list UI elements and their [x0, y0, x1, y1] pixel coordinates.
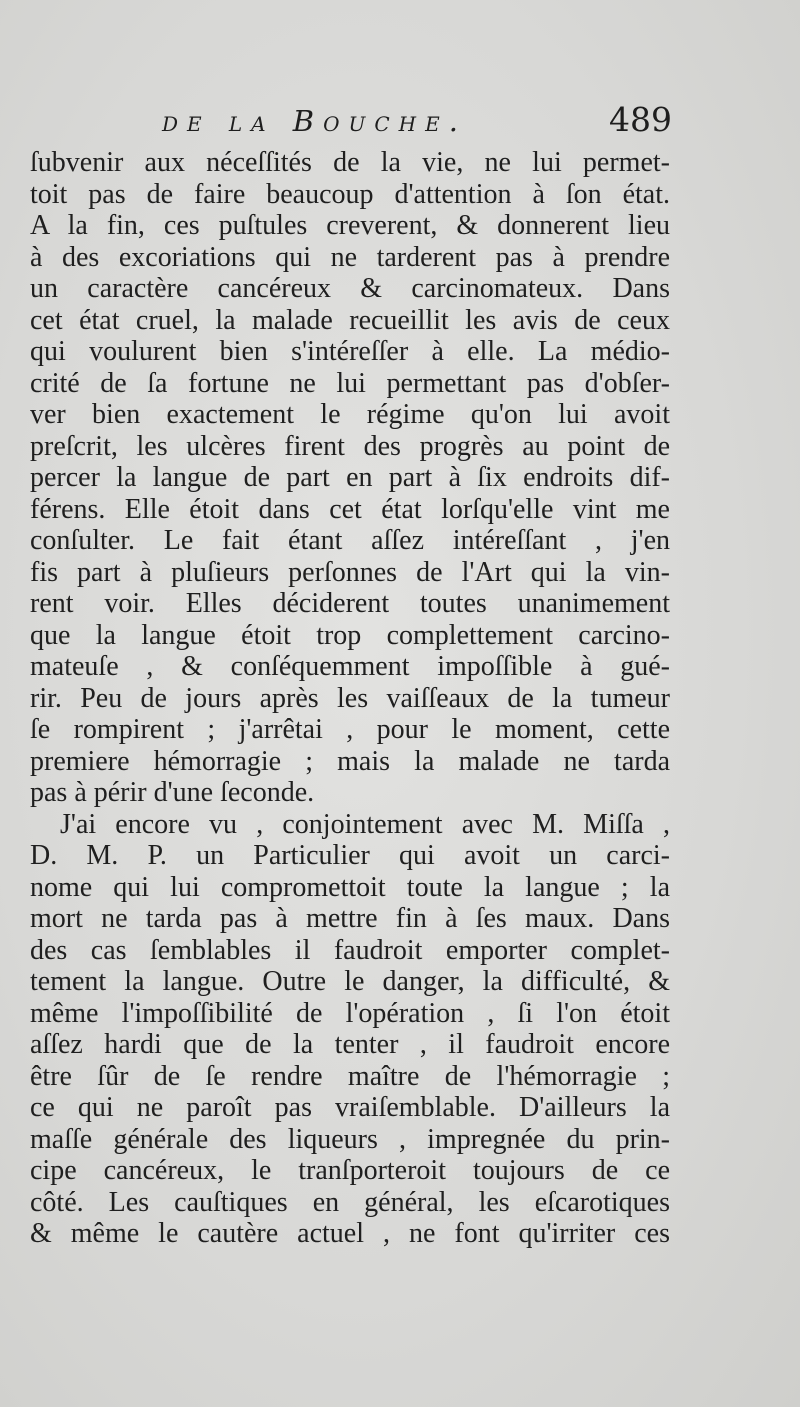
text-line: mateuſe , & conſéquemment impoſſible à gué- — [30, 651, 670, 682]
text-line: J'ai encore vu , conjointement avec M. Miſſa , — [60, 808, 670, 840]
text-line: à des excoriations qui ne tarderent pas à prendre — [30, 241, 670, 273]
text-line: aſſez hardi que de la tenter , il faudroit encore — [30, 1029, 670, 1060]
text-line: fis part à pluſieurs perſonnes de l'Art qui la vin- — [30, 556, 670, 588]
text-line: un caractère cancéreux & carcinomateux. Dans — [30, 273, 670, 304]
text-line: ſe rompirent ; j'arrêtai , pour le moment, cette — [30, 714, 670, 745]
text-line: férens. Elle étoit dans cet état lorſqu'elle vint me — [30, 493, 670, 525]
text-line: rir. Peu de jours après les vaiſſeaux de la tumeur — [30, 682, 670, 714]
text-line: qui voulurent bien s'intéreſſer à elle. La médio- — [30, 336, 670, 367]
text-line: preſcrit, les ulcères firent des progrès au point de — [30, 430, 670, 462]
text-line: D. M. P. un Particulier qui avoit un carci- — [30, 840, 670, 871]
text-line: A la fin, ces puſtules creverent, & donnerent lieu — [30, 210, 670, 241]
text-line: cet état cruel, la malade recueillit les avis de ceux — [30, 304, 670, 336]
text-line: ce qui ne paroît pas vraiſemblable. D'ailleurs la — [30, 1092, 670, 1123]
text-line: nome qui lui compromettoit toute la langue ; la — [30, 871, 670, 903]
text-line: côté. Les cauſtiques en général, les eſcarotiques — [30, 1186, 670, 1218]
text-line: & même le cautère actuel , ne font qu'irriter ces — [30, 1218, 670, 1249]
text-line: rent voir. Elles déciderent toutes unanimement — [30, 588, 670, 619]
text-line: premiere hémorragie ; mais la malade ne tarda — [30, 745, 670, 777]
text-line: des cas ſemblables il faudroit emporter complet- — [30, 934, 670, 966]
text-line: être ſûr de ſe rendre maître de l'hémorragie ; — [30, 1060, 670, 1092]
page-header — [162, 100, 672, 150]
text-line: tement la langue. Outre le danger, la difficulté, & — [30, 966, 670, 997]
text-line: conſulter. Le fait étant aſſez intéreſſant , j'en — [30, 525, 670, 556]
text-line: mort ne tarda pas à mettre fin à ſes maux. Dans — [30, 903, 670, 934]
running-title: de la Bouche. — [162, 104, 467, 138]
text-line: percer la langue de part en part à ſix endroits dif- — [30, 462, 670, 493]
page-number: 489 — [609, 100, 672, 139]
text-line: ver bien exactement le régime qu'on lui avoit — [30, 399, 670, 430]
text-line: ſubvenir aux néceſſités de la vie, ne lui permet- — [30, 147, 670, 178]
text-line: crité de ſa fortune ne lui permettant pas d'obſer- — [30, 367, 670, 399]
text-line: toit pas de faire beaucoup d'attention à ſon état. — [30, 178, 670, 210]
body-text — [30, 147, 670, 1250]
text-line: cipe cancéreux, le tranſporteroit toujours de ce — [30, 1155, 670, 1186]
text-line: pas à périr d'une ſeconde. — [30, 777, 315, 808]
text-line: maſſe générale des liqueurs , impregnée du prin- — [30, 1123, 670, 1155]
text-line: que la langue étoit trop complettement carcino- — [30, 619, 670, 651]
text-line: même l'impoſſibilité de l'opération , ſi l'on étoit — [30, 997, 670, 1029]
paragraph-1 — [30, 147, 670, 809]
paragraph-2 — [30, 809, 670, 1250]
